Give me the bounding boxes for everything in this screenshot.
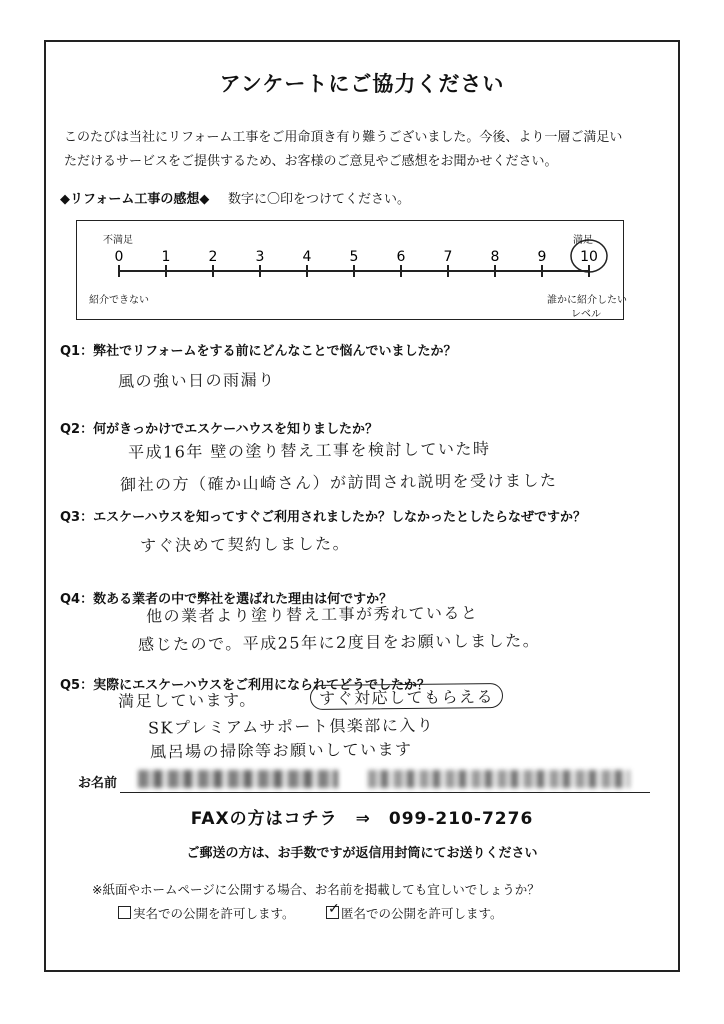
scale-high-caption-2: レベル <box>571 309 601 320</box>
scale-number-0: 0 <box>114 249 124 265</box>
rating-scale <box>77 221 625 321</box>
scale-number-9: 9 <box>537 249 547 265</box>
answer-5-line-3: 風呂場の掃除等お願いしています <box>149 739 413 762</box>
publish-question: ※紙面やホームページに公開する場合、お名前を掲載しても宜しいでしょうか？ <box>92 882 540 897</box>
question-5: Q5：実際にエスケーハウスをご利用になられてどうでしたか？ <box>60 678 431 693</box>
scale-number-10: 10 <box>580 249 598 265</box>
real-name-checkbox[interactable] <box>118 906 131 919</box>
intro-line-2: ただけるサービスをご提供するため、お客様のご意見やご感想をお聞かせください。 <box>64 154 558 169</box>
option-anonymous[interactable] <box>326 901 503 922</box>
answer-2-line-1: 平成16年 壁の塗り替え工事を検討していた時 <box>127 439 491 462</box>
rating-scale-box <box>76 220 627 320</box>
answer-5-line-2: SKプレミアムサポート倶楽部に入り <box>147 715 435 738</box>
scale-number-7: 7 <box>443 249 453 265</box>
question-3: Q3：エスケーハウスを知ってすぐご利用されましたか？しなかったとしたらなぜですか？ <box>60 510 587 525</box>
option-real-name[interactable] <box>118 904 295 922</box>
question-2: Q2：何がきっかけでエスケーハウスを知りましたか？ <box>60 422 379 437</box>
form-title: アンケートにご協力ください <box>219 72 505 96</box>
name-label: お名前 <box>78 776 118 791</box>
fax-number: FAXの方はコチラ ⇒ 099-210-7276 <box>190 809 534 829</box>
answer-5-circled-note: すぐ対応してもらえる <box>310 683 503 710</box>
redacted-name <box>138 770 338 788</box>
question-1: Q1：弊社でリフォームをする前にどんなことで悩んでいましたか？ <box>60 344 457 359</box>
answer-2-line-2: 御社の方（確か山崎さん）が訪問され説明を受けました <box>119 470 558 495</box>
check-mark-icon: ✓ <box>328 901 340 917</box>
option-real-name-label: 実名での公開を許可します。 <box>133 906 295 921</box>
answer-1-line-1: 風の強い日の雨漏り <box>117 370 276 391</box>
scale-number-1: 1 <box>161 249 171 265</box>
scale-high-caption-1: 誰かに紹介したい <box>547 295 627 306</box>
answer-5-line-1: 満足しています。 <box>117 690 257 711</box>
answer-4-line-2: 感じたので。平成25年に2度目をお願いしました。 <box>137 630 541 655</box>
scale-number-6: 6 <box>396 249 406 265</box>
scale-high-label: 満足 <box>573 235 593 246</box>
answer-4-line-1: 他の業者より塗り替え工事が秀れていると <box>145 603 479 626</box>
option-anonymous-label: 匿名での公開を許可します。 <box>341 906 503 921</box>
question-4: Q4：数ある業者の中で弊社を選ばれた理由は何ですか？ <box>60 592 393 607</box>
scale-low-caption: 紹介できない <box>89 295 149 306</box>
intro-line-1: このたびは当社にリフォーム工事をご用命頂き有り難うございました。今後、より一層ご満足い <box>64 130 623 145</box>
scale-number-3: 3 <box>255 249 265 265</box>
answer-3-line-1: すぐ決めて契約しました。 <box>139 533 351 556</box>
name-underline <box>120 792 650 793</box>
scale-number-4: 4 <box>302 249 312 265</box>
scale-low-label: 不満足 <box>103 235 133 246</box>
scale-number-5: 5 <box>349 249 359 265</box>
mail-instruction: ご郵送の方は、お手数ですが返信用封筒にてお送りください <box>186 846 538 861</box>
redacted-address <box>368 770 630 788</box>
anonymous-checkbox[interactable] <box>326 901 340 919</box>
section-title: ◆リフォーム工事の感想◆ <box>60 192 210 207</box>
scale-number-8: 8 <box>490 249 500 265</box>
scale-number-2: 2 <box>208 249 218 265</box>
section-instruction: 数字に〇印をつけてください。 <box>228 192 411 207</box>
